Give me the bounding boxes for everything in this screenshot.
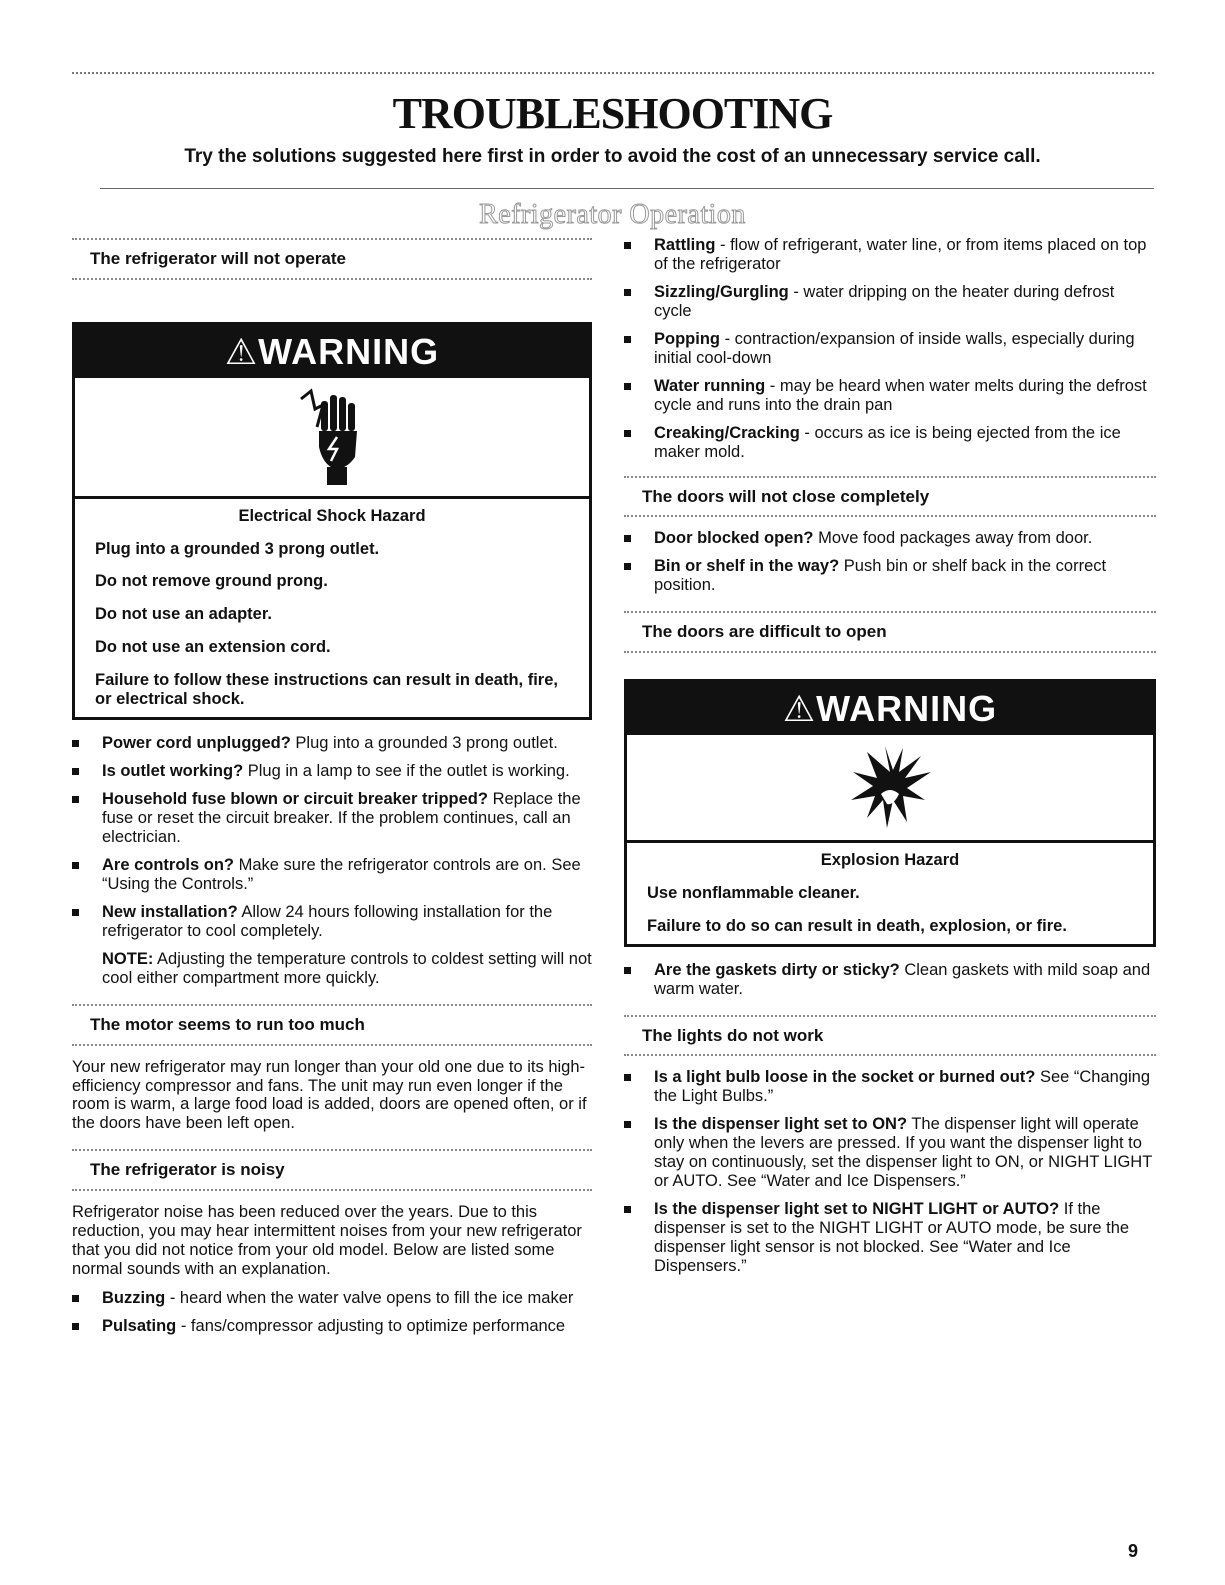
list-item: Are controls on? Make sure the refrigerator controls are on. See “Using the Controls.” — [72, 856, 592, 894]
subheading-lights: The lights do not work — [624, 1015, 1156, 1057]
page-number: 9 — [1128, 1541, 1139, 1561]
list-item: Is outlet working? Plug in a lamp to see if the outlet is working. — [72, 762, 592, 781]
noise-list-left — [72, 1289, 592, 1336]
warning-banner: ⚠WARNING — [75, 325, 589, 378]
page-subtitle: Try the solutions suggested here first in order to avoid the cost of an unnecessary service call. — [184, 146, 1041, 167]
list-item: Door blocked open? Move food packages away from door. — [624, 529, 1156, 548]
list-item: Buzzing - heard when the water valve opens to fill the ice maker — [72, 1289, 592, 1308]
left-column — [72, 238, 592, 1345]
list-item: Pulsating - fans/compressor adjusting to optimize performance — [72, 1317, 592, 1336]
top-dotted-rule — [72, 72, 1154, 74]
list-item: Is a light bulb loose in the socket or burned out? See “Changing the Light Bulbs.” — [624, 1068, 1156, 1106]
subheading-not-operate: The refrigerator will not operate — [72, 238, 592, 280]
motor-paragraph: Your new refrigerator may run longer than your old one due to its high-efficiency compressor and fans. The unit may run even longer if the room is warm, a large food load is added, doors are opened often, or if the doors have been left open. — [72, 1057, 587, 1133]
warning-line: Plug into a grounded 3 prong outlet. — [95, 539, 380, 558]
lights-list — [624, 1068, 1156, 1276]
header-divider — [100, 188, 1154, 189]
right-column — [624, 236, 1156, 1285]
subheading-doors-close: The doors will not close completely — [624, 476, 1156, 518]
list-item: Is the dispenser light set to ON? The dispenser light will operate only when the levers are pressed. If you want the dispenser light to stay on continuously, set the dispenser light to ON, or NIGHT LIGHT or AUTO. See “Water and Ice Dispensers.” — [624, 1115, 1156, 1191]
explosion-warning-box — [624, 679, 1156, 947]
list-item: Popping - contraction/expansion of inside walls, especially during initial cool-down — [624, 330, 1156, 368]
note-paragraph: NOTE: Adjusting the temperature controls to coldest setting will not cool either compartment more quickly. — [102, 950, 592, 988]
subheading-motor: The motor seems to run too much — [72, 1004, 592, 1046]
subheading-noisy: The refrigerator is noisy — [72, 1149, 592, 1191]
warning-banner: ⚠WARNING — [627, 682, 1153, 735]
subheading-doors-open: The doors are difficult to open — [624, 611, 1156, 653]
list-item: Is the dispenser light set to NIGHT LIGHT or AUTO? If the dispenser is set to the NIGHT LIGHT or AUTO mode, be sure the dispenser light sensor is not blocked. See “Water and Ice Dispensers.” — [624, 1200, 1156, 1276]
page-title: TROUBLESHOOTING — [392, 89, 833, 138]
list-item: Rattling - flow of refrigerant, water line, or from items placed on top of the refrigerator — [624, 236, 1156, 274]
warning-line: Do not use an adapter. — [95, 605, 272, 624]
warning-line: Failure to do so can result in death, explosion, or fire. — [647, 916, 1067, 935]
warning-line: Failure to follow these instructions can result in death, fire, or electrical shock. — [95, 671, 558, 709]
doors-open-list — [624, 961, 1156, 999]
hazard-title: Electrical Shock Hazard — [238, 506, 426, 525]
list-item: Power cord unplugged? Plug into a grounded 3 prong outlet. — [72, 734, 592, 753]
hazard-title: Explosion Hazard — [820, 850, 960, 869]
list-item: Bin or shelf in the way? Push bin or shelf back in the correct position. — [624, 557, 1156, 595]
list-item: New installation? Allow 24 hours following installation for the refrigerator to cool completely. — [72, 903, 592, 941]
not-operate-list — [72, 734, 592, 941]
list-item: Water running - may be heard when water melts during the defrost cycle and runs into the drain pan — [624, 377, 1156, 415]
warning-line: Do not remove ground prong. — [95, 572, 328, 591]
list-item: Are the gaskets dirty or sticky? Clean gaskets with mild soap and warm water. — [624, 961, 1156, 999]
warning-line: Use nonflammable cleaner. — [647, 883, 860, 902]
list-item: Household fuse blown or circuit breaker tripped? Replace the fuse or reset the circuit breaker. If the problem continues, call an electrician. — [72, 790, 592, 847]
doors-close-list — [624, 529, 1156, 595]
electrical-warning-box — [72, 322, 592, 721]
noise-list-right — [624, 236, 1156, 462]
noisy-paragraph: Refrigerator noise has been reduced over the years. Due to this reduction, you may hear intermittent noises from your new refrigerator that you did not notice from your old model. Below are listed some normal sounds with an explanation. — [72, 1202, 582, 1278]
list-item: Sizzling/Gurgling - water dripping on the heater during defrost cycle — [624, 283, 1156, 321]
section-title: Refrigerator Operation — [479, 199, 746, 230]
explosion-icon — [845, 742, 935, 832]
electrical-shock-hand-icon — [297, 387, 367, 487]
warning-line: Do not use an extension cord. — [95, 638, 331, 657]
list-item: Creaking/Cracking - occurs as ice is being ejected from the ice maker mold. — [624, 424, 1156, 462]
